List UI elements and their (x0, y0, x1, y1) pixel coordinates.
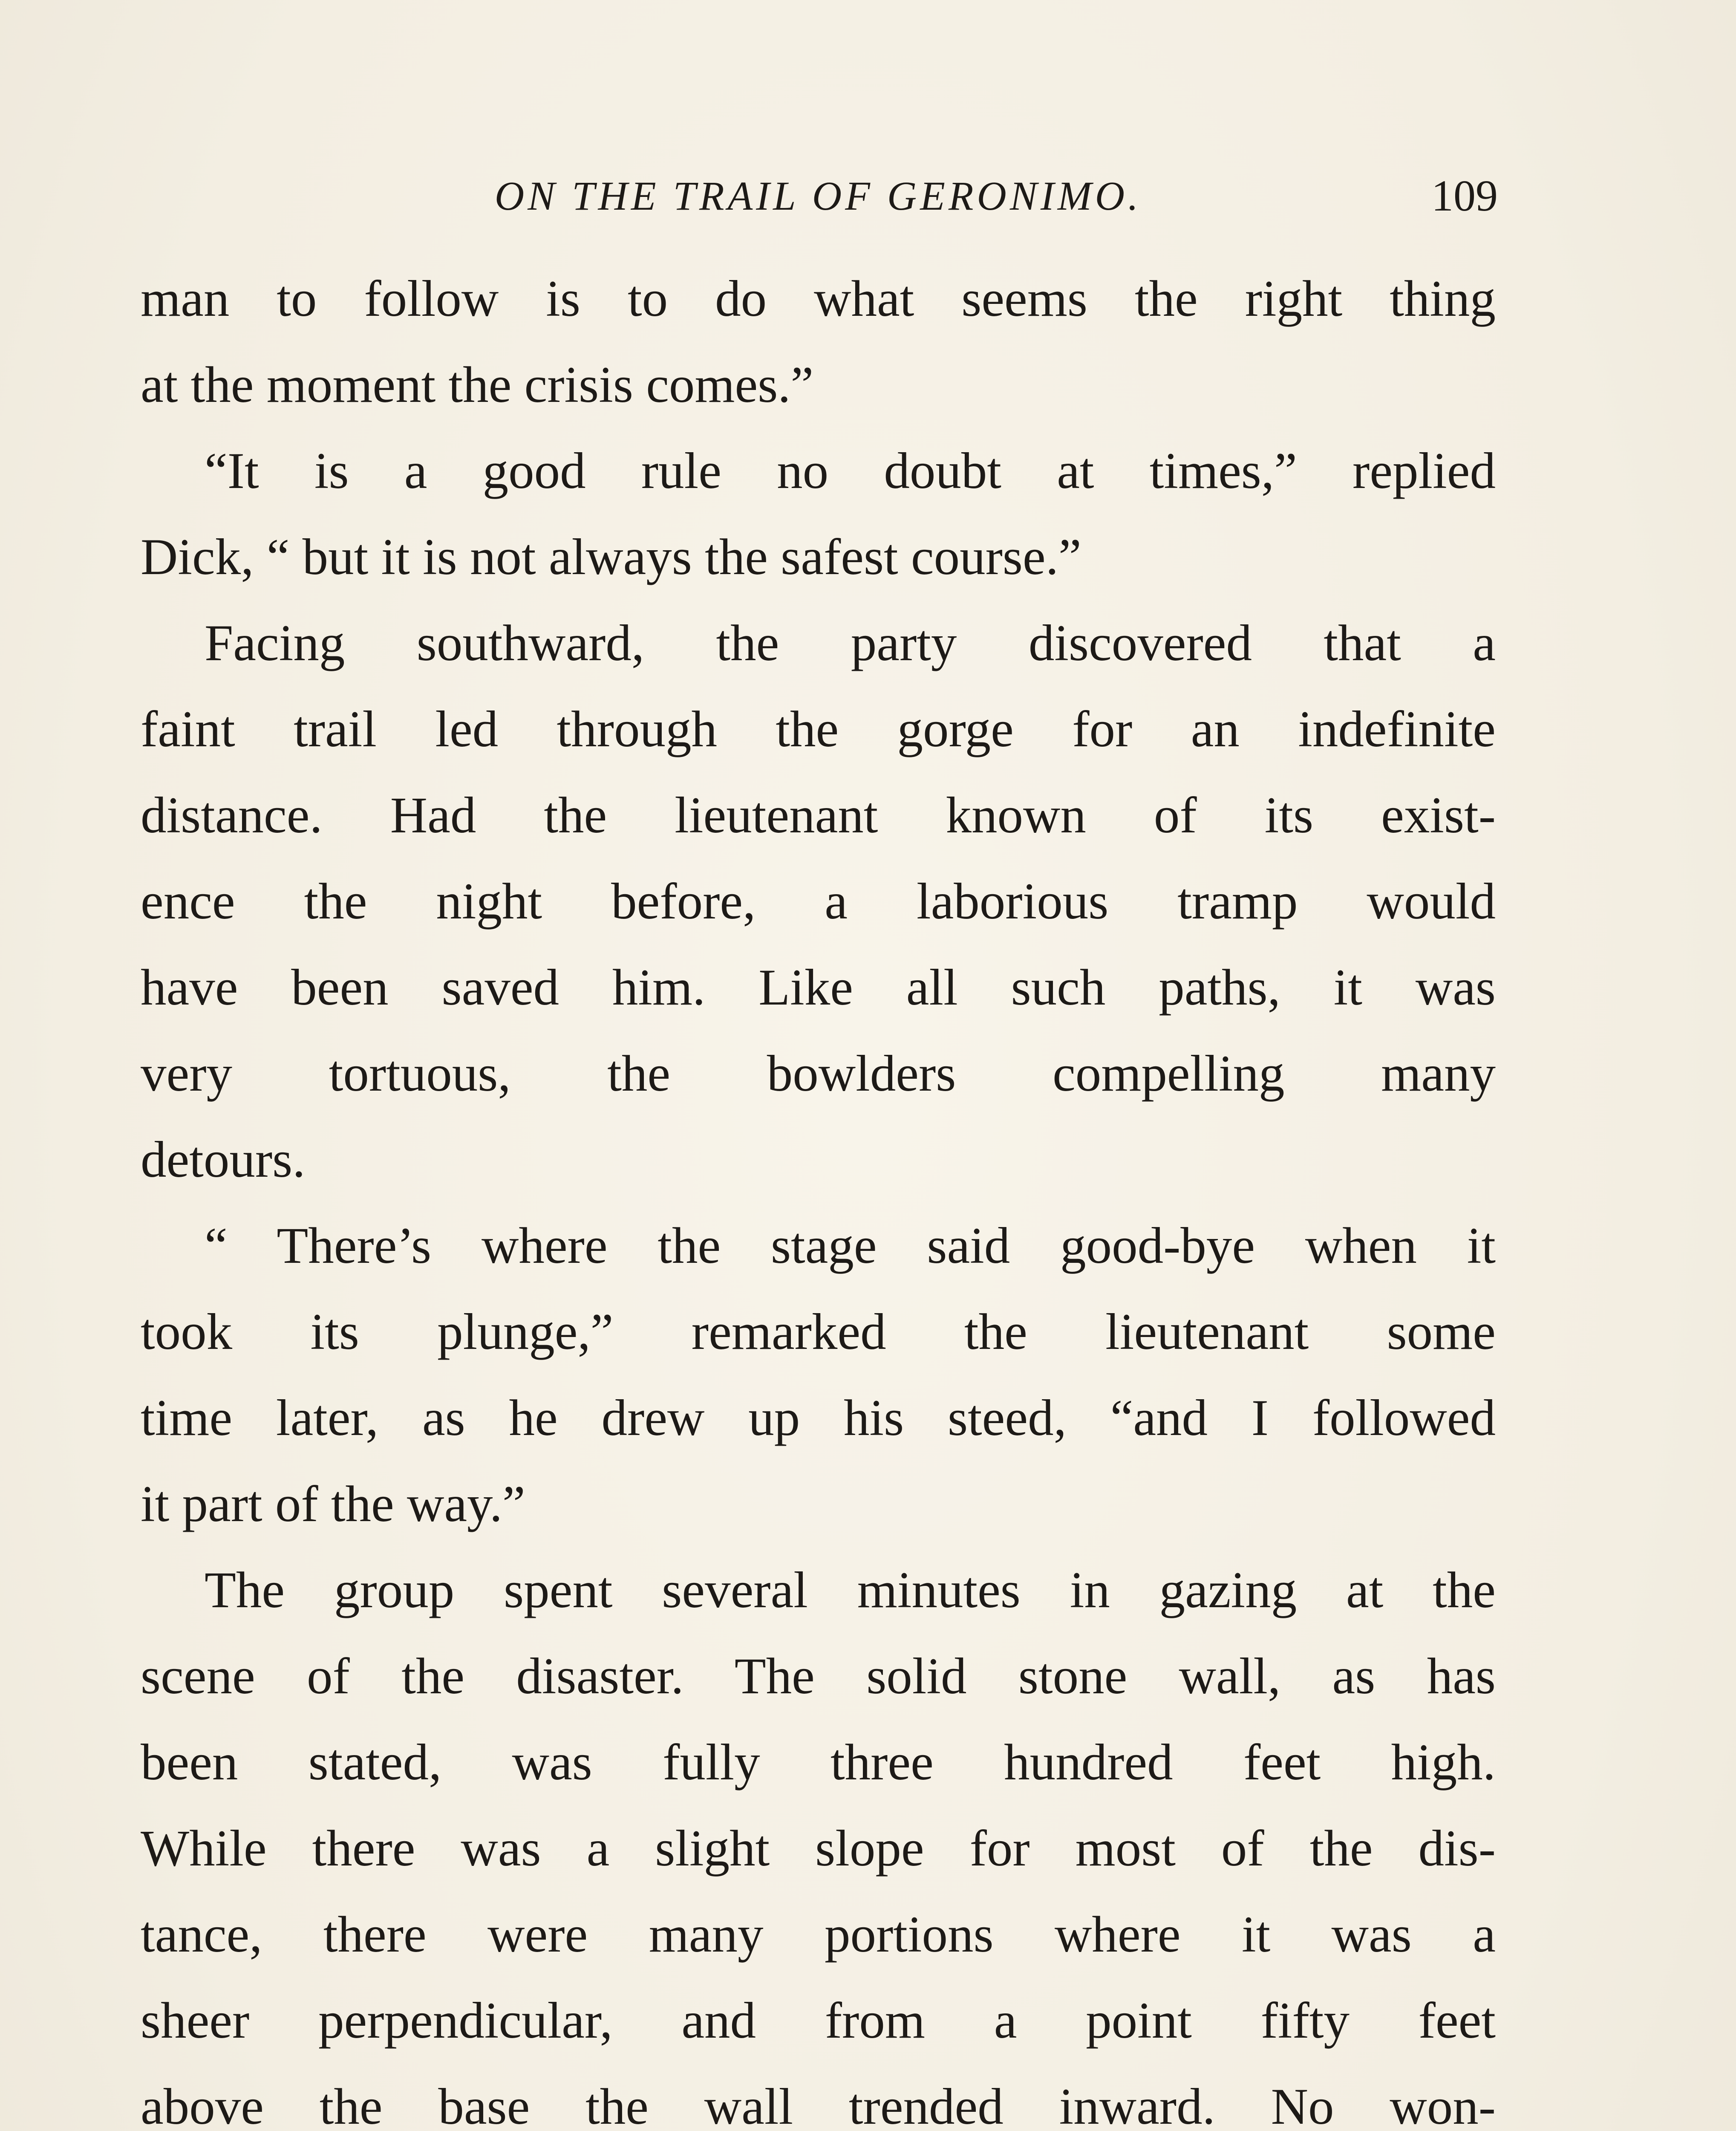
body-text (141, 256, 1496, 2131)
text-line: Facing southward, the party discovered that a (205, 615, 1496, 672)
text-line: ence the night before, a laborious tramp would (141, 873, 1496, 930)
text-line: very tortuous, the bowlders compelling many (141, 1045, 1496, 1102)
text-line: detours. (141, 1131, 306, 1188)
text-line: tance, there were many portions where it was a (141, 1906, 1496, 1963)
text-line: While there was a slight slope for most of the dis- (141, 1820, 1496, 1877)
text-line: Dick, “ but it is not always the safest course.” (141, 528, 1081, 586)
text-line: man to follow is to do what seems the right thing (141, 270, 1496, 327)
text-line: The group spent several minutes in gazing at the (205, 1562, 1496, 1619)
text-line: time later, as he drew up his steed, “and I followed (141, 1389, 1496, 1447)
text-line: at the moment the crisis comes.” (141, 356, 814, 413)
text-line: took its plunge,” remarked the lieutenant some (141, 1303, 1496, 1360)
running-title: ON THE TRAIL OF GERONIMO. (494, 173, 1142, 219)
text-line: distance. Had the lieutenant known of its exist- (141, 787, 1496, 844)
text-line: scene of the disaster. The solid stone wall, as has (141, 1648, 1496, 1705)
text-line: faint trail led through the gorge for an indefinite (141, 701, 1496, 758)
page-number: 109 (1431, 171, 1498, 220)
text-line: “ There’s where the stage said good-bye when it (205, 1217, 1496, 1274)
text-line: above the base the wall trended inward. No won- (141, 2078, 1496, 2131)
text-line: been stated, was fully three hundred feet high. (141, 1734, 1496, 1791)
text-line: sheer perpendicular, and from a point fifty feet (141, 1992, 1496, 2049)
text-line: it part of the way.” (141, 1476, 525, 1533)
text-line: “It is a good rule no doubt at times,” replied (205, 442, 1496, 500)
running-head (141, 162, 1496, 230)
text-line: have been saved him. Like all such paths, it was (141, 959, 1496, 1016)
